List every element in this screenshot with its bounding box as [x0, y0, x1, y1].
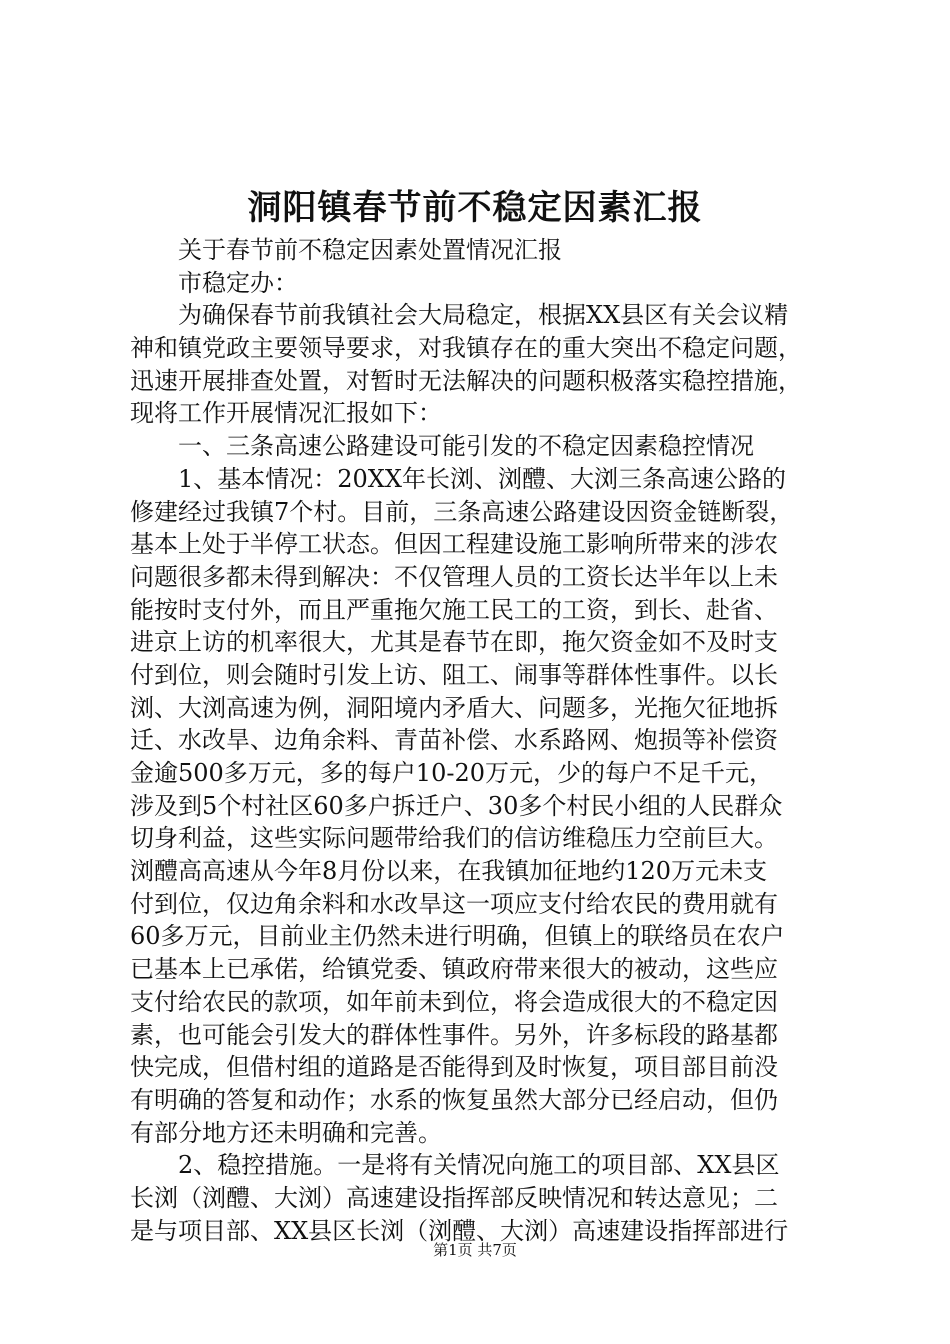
- body-line: 一、三条高速公路建设可能引发的不稳定因素稳控情况: [178, 432, 754, 461]
- body-line: 能按时支付外，而且严重拖欠施工民工的工资，到长、赴省、: [130, 595, 778, 624]
- body-line: 浏醴高高速从今年8月份以来，在我镇加征地约120万元未支: [130, 857, 768, 886]
- body-line: 1、基本情况：20XX年长浏、浏醴、大浏三条高速公路的: [178, 464, 786, 493]
- body-line: 素，也可能会引发大的群体性事件。另外，许多标段的路基都: [130, 1020, 778, 1049]
- body-line: 2、稳控措施。一是将有关情况向施工的项目部、XX县区: [178, 1151, 780, 1180]
- body-line: 神和镇党政主要领导要求，对我镇存在的重大突出不稳定问题，: [130, 334, 802, 363]
- body-line: 付到位，则会随时引发上访、阻工、闹事等群体性事件。以长: [130, 660, 778, 689]
- document-body: [130, 234, 830, 1247]
- page-footer: 第1页 共7页: [433, 1241, 517, 1259]
- body-line: 支付给农民的款项，如年前未到位，将会造成很大的不稳定因: [130, 987, 778, 1016]
- body-line: 60多万元，目前业主仍然未进行明确，但镇上的联络员在农户: [130, 922, 785, 951]
- body-line: 快完成，但借村组的道路是否能得到及时恢复，项目部目前没: [130, 1053, 778, 1082]
- document-title: 洞阳镇春节前不稳定因素汇报: [247, 188, 703, 228]
- body-line: 迁、水改旱、边角余料、青苗补偿、水系路网、炮损等补偿资: [130, 726, 778, 755]
- body-line: 浏、大浏高速为例，洞阳境内矛盾大、问题多，光拖欠征地拆: [130, 693, 778, 722]
- body-line: 是与项目部、XX县区长浏（浏醴、大浏）高速建设指挥部进行: [130, 1216, 789, 1245]
- body-line: 基本上处于半停工状态。但因工程建设施工影响所带来的涉农: [130, 530, 778, 559]
- body-line: 已基本上已承偌，给镇党委、镇政府带来很大的被动，这些应: [130, 955, 778, 984]
- body-line: 切身利益，这些实际问题带给我们的信访维稳压力空前巨大。: [130, 824, 778, 853]
- body-line: 关于春节前不稳定因素处置情况汇报: [178, 236, 562, 264]
- body-line: 迅速开展排查处置，对暂时无法解决的问题积极落实稳控措施，: [130, 366, 802, 395]
- body-line: 进京上访的机率很大，尤其是春节在即，拖欠资金如不及时支: [130, 628, 778, 657]
- body-line: 金逾500多万元，多的每户10-20万元，少的每户不足千元，: [130, 759, 773, 787]
- body-line: 付到位，仅边角余料和水改旱这一项应支付给农民的费用就有: [130, 889, 778, 918]
- body-line: 问题很多都未得到解决：不仅管理人员的工资长达半年以上未: [130, 562, 778, 591]
- body-line: 有明确的答复和动作；水系的恢复虽然大部分已经启动，但仍: [130, 1085, 778, 1114]
- body-line: 为确保春节前我镇社会大局稳定，根据XX县区有关会议精: [178, 301, 789, 330]
- body-line: 长浏（浏醴、大浏）高速建设指挥部反映情况和转达意见；二: [130, 1183, 778, 1212]
- body-line: 有部分地方还未明确和完善。: [130, 1118, 442, 1147]
- body-line: 市稳定办：: [178, 268, 298, 297]
- body-line: 修建经过我镇7个村。目前，三条高速公路建设因资金链断裂，: [130, 497, 794, 526]
- body-line: 涉及到5个村社区60多户拆迁户、30多个村民小组的人民群众: [130, 791, 783, 820]
- body-line: 现将工作开展情况汇报如下：: [130, 399, 442, 428]
